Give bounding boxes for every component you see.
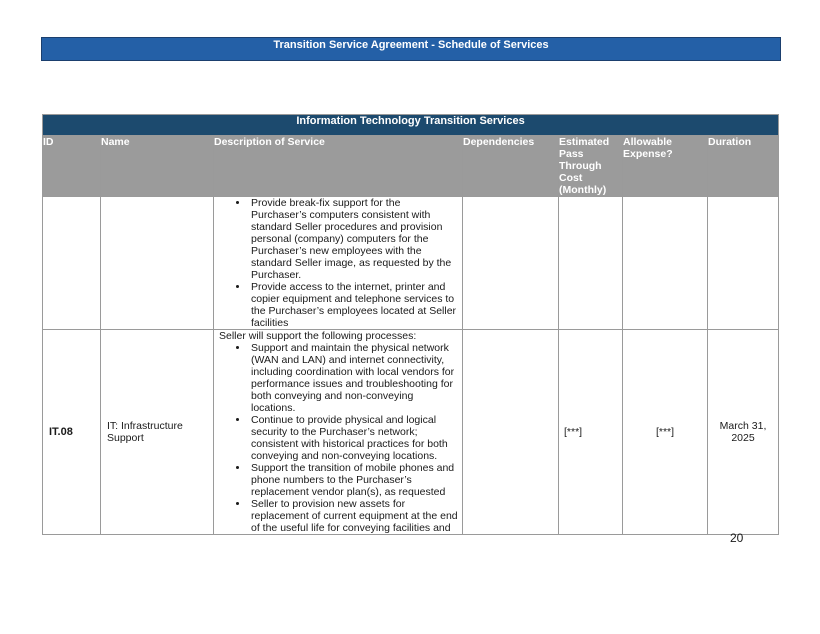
row-description [214,197,463,330]
row-description [214,330,463,535]
column-header-dependencies: Dependencies [463,136,559,197]
row-name [101,197,214,330]
column-header-cost: Estimated Pass Through Cost (Monthly) [559,136,623,197]
row-duration [708,197,779,330]
column-header-id: ID [43,136,101,197]
page-number: 20 [730,531,744,545]
description-bullets [219,197,458,329]
description-bullet: • Provide break-fix support for the Purchaser’s computers consistent with standard Seller procedures and provision personal (company) computers for the Purchaser’s new employees with the standard Seller image, as requested by the Purchaser. [249,197,458,281]
column-header-allowable: Allowable Expense? [623,136,708,197]
row-allowable [623,197,708,330]
description-bullets [219,342,458,534]
description-bullet: • Continue to provide physical and logical security to the Purchaser’s network; consistent with historical practices for both conveying and non-conveying locations. [249,414,458,462]
row-id: IT.08 [43,330,101,535]
row-dependencies [463,197,559,330]
description-bullet: • Support and maintain the physical network (WAN and LAN) and internet connectivity, including coordination with local vendors for performance issues and troubleshooting for both conveying and non-conveying locations. [249,342,458,414]
row-dependencies [463,330,559,535]
row-cost: [***] [559,330,623,535]
section-header-row [43,115,779,136]
services-table [42,114,779,535]
description-intro: Seller will support the following processes: [219,330,417,342]
column-header-description: Description of Service [214,136,463,197]
column-header-duration: Duration [708,136,779,197]
banner-title: Transition Service Agreement - Schedule of Services [273,39,549,51]
column-header-name: Name [101,136,214,197]
description-bullet: • Provide access to the internet, printer and copier equipment and telephone services to the Purchaser’s employees located at Seller facilities [249,281,458,329]
table-row [43,197,779,330]
section-title: Information Technology Transition Services [43,115,779,136]
description-bullet: • Seller to provision new assets for replacement of current equipment at the end of the useful life for conveying facilities and [249,498,458,534]
row-allowable: [***] [623,330,708,535]
row-duration: March 31, 2025 [708,330,779,535]
document-banner [41,37,781,61]
description-bullet: • Support the transition of mobile phones and phone numbers to the Purchaser’s replacement vendor plan(s), as requested [249,462,458,498]
row-cost [559,197,623,330]
row-id [43,197,101,330]
row-name: IT: Infrastructure Support [101,330,214,535]
column-header-row [43,136,779,197]
table-row [43,330,779,535]
